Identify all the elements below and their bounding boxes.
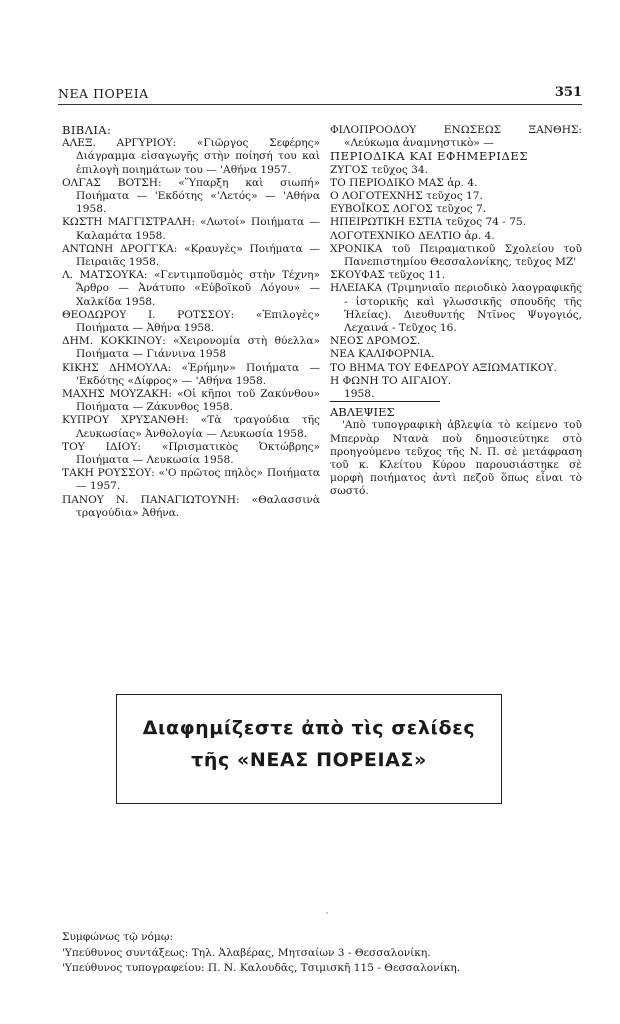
book-entry: ΤΟΥ ΙΔΙΟΥ: «Πρισματικὸς Ὀκτώβρης» Ποιήματα — Λευκωσία 1958. <box>62 440 320 467</box>
books-heading: ΒΙΒΛΙΑ: <box>62 123 112 137</box>
periodical-entry: ΗΠΕΙΡΩΤΙΚΗ ΕΣΤΙΑ τεῦχος 74 - 75. <box>330 216 527 229</box>
book-entry: ΑΝΤΩΝΗ ΔΡΟΓΓΚΑ: «Κραυγὲς» Ποιήματα — Πειραιᾶς 1958. <box>62 242 320 269</box>
errata-text: 'Απὸ τυπογραφικὴ ἀβλεψία τὸ κείμενο τοῦ Μπερνὰρ Ντανὰ ποὺ δημοσιεύτηκε στὸ προηγούμενο τεῦχος τῆς Ν. Π. σὲ μετάφραση τοῦ κ. Κλείτου Κύρου παρουσιάστηκε σὲ μορφὴ ποιήματος ἀντὶ πεζοῦ ὅπως εἶναι τὸ σωστό. <box>330 419 582 498</box>
book-entry: ΦΙΛΟΠΡΟΟΔΟΥ ΕΝΩΣΕΩΣ ΞΑΝΘΗΣ: «Λεύκωμα ἀναμνηστικὸ» — <box>330 124 582 150</box>
page-header <box>58 86 582 105</box>
errata-heading: ΑΒΛΕΨΙΕΣ <box>330 401 440 419</box>
advertisement-box <box>116 694 502 804</box>
book-entry: ΔΗΜ. ΚΟΚΚΙΝΟΥ: «Χειρονομία στὴ θύελλα» Ποιήματα — Γιάννινα 1958 <box>62 335 320 361</box>
right-column <box>330 124 582 499</box>
book-entry: ΚΩΣΤΗ ΜΑΓΓΙΣΤΡΑΛΗ: «Λωτοί» Ποιήματα — Καλαμάτα 1958. <box>62 216 320 242</box>
periodical-entry: ΧΡΟΝΙΚΑ τοῦ Πειραματικοῦ Σχολείου τοῦ Πανεπιστημίου Θεσσαλονίκης, τεῦχος ΜΖ' <box>330 242 582 269</box>
footer-line-editor: 'Υπεύθυνος συντάξεως: Τηλ. Ἀλαβέρας, Μητσαίων 3 - Θεσσαλονίκη. <box>62 946 431 959</box>
left-column <box>62 124 320 520</box>
advertisement-line-1: Διαφημίζεστε ἀπὸ τὶς σελίδες <box>142 717 476 739</box>
periodical-entry: ΖΥΓΟΣ τεῦχος 34. <box>330 163 428 176</box>
running-title: ΝΕΑ ΠΟΡΕΙΑ <box>58 86 149 101</box>
periodical-entry: ΛΟΓΟΤΕΧΝΙΚΟ ΔΕΛΤΙΟ ἀρ. 4. <box>330 229 495 242</box>
footer-line-printer: 'Υπεύθυνος τυπογραφείου: Π. Ν. Καλουδᾶς, Τσιμισκῆ 115 - Θεσσαλονίκη. <box>62 962 461 974</box>
periodical-entry: ΤΟ ΠΕΡΙΟΔΙΚΟ ΜΑΣ ἀρ. 4. <box>330 176 478 189</box>
page-number: 351 <box>554 85 582 100</box>
book-entry: ΠΑΝΟΥ Ν. ΠΑΝΑΓΙΩΤΟΥΝΗ: «Θαλασσινὰ τραγούδια» Ἀθήνα. <box>62 493 320 519</box>
periodical-entry: ΕΥΒΟΪΚΟΣ ΛΟΓΟΣ τεῦχος 7. <box>330 203 487 216</box>
advertisement-line-2: τῆς «ΝΕΑΣ ΠΟΡΕΙΑΣ» <box>191 749 427 771</box>
book-entry: ΑΛΕΞ. ΑΡΓΥΡΙΟΥ: «Γιῶργος Σεφέρης» Διάγραμμα εἰσαγωγῆς στὴν ποίησή του καὶ ἐπιλογὴ ποιημάτων του — 'Αθήνα 1957. <box>62 137 320 176</box>
legal-footer <box>62 930 582 977</box>
periodical-entry: ΗΛΕΙΑΚΑ (Τριμηνιαῖο περιοδικὸ λαογραφικῆς - ἱστορικῆς καὶ γλωσσικῆς σπουδῆς τῆς Ἠλείας). Διευθυντής Ντῖνος Ψυγογιός, Λεχαινά - Τεῦχος 16. <box>330 282 582 335</box>
book-entry: ΘΕΟΔΩΡΟΥ Ι. ΡΟΤΣΣΟΥ: «Ἐπιλογὲς» Ποιήματα — Ἀθήνα 1958. <box>62 308 320 335</box>
periodical-entry: ΤΟ ΒΗΜΑ ΤΟΥ ΕΦΕΔΡΟΥ ΑΞΙΩΜΑΤΙΚΟΥ. <box>330 361 557 374</box>
footer-line-law: Συμφώνως τῷ νόμῳ: <box>62 931 174 943</box>
book-entry: ΟΛΓΑΣ ΒΟΤΣΗ: «Ὕπαρξη καὶ σιωπή» Ποιήματα — 'Εκδότης «'Λετός» — 'Αθήνα 1958. <box>62 176 320 216</box>
print-speck <box>326 912 328 914</box>
periodical-entry: ΝΕΟΣ ΔΡΟΜΟΣ. <box>330 335 421 348</box>
book-entry: Λ. ΜΑΤΣΟΥΚΑ: «Γεντιμποῦσμὸς στὴν Τέχνη» Ἄρθρο — Ἀνάτυπο «Εὐβοϊκοῦ Λόγου» — Χαλκίδα 1958. <box>62 269 320 308</box>
book-entry: ΤΑΚΗ ΡΟΥΣΣΟΥ: «'Ο πρῶτος πηλὸς» Ποιήματα — 1957. <box>62 467 320 493</box>
periodical-entry: 1958. <box>344 388 375 401</box>
book-entry: ΚΙΚΗΣ ΔΗΜΟΥΛΑ: «Ἐρήμην» Ποιήματα — 'Εκδότης «Δίφρος» — 'Αθήνα 1958. <box>62 361 320 387</box>
periodicals-heading: ΠΕΡΙΟΔΙΚΑ ΚΑΙ ΕΦΗΜΕΡΙΔΕΣ <box>330 149 529 164</box>
periodical-entry: ΣΚΟΥΦΑΣ τεῦχος 11. <box>330 269 446 282</box>
periodical-entry: ΝΕΑ ΚΑΛΙΦΟΡΝΙΑ. <box>330 348 435 361</box>
periodical-entry: Ο ΛΟΓΟΤΕΧΝΗΣ τεῦχος 17. <box>330 190 483 203</box>
book-entry: ΜΑΧΗΣ ΜΟΥΖΑΚΗ: «Οἱ κῆποι τοῦ Ζακύνθου» Ποιήματα — Ζάκυνθος 1958. <box>62 388 320 414</box>
book-entry: ΚΥΠΡΟΥ ΧΡΥΣΑΝΘΗ: «Τὰ τραγούδια τῆς Λευκωσίας» Ἀνθολογία — Λευκωσία 1958. <box>62 414 320 440</box>
periodical-entry: Η ΦΩΝΗ ΤΟ ΑΙΓΑΙΟΥ. <box>330 374 452 387</box>
